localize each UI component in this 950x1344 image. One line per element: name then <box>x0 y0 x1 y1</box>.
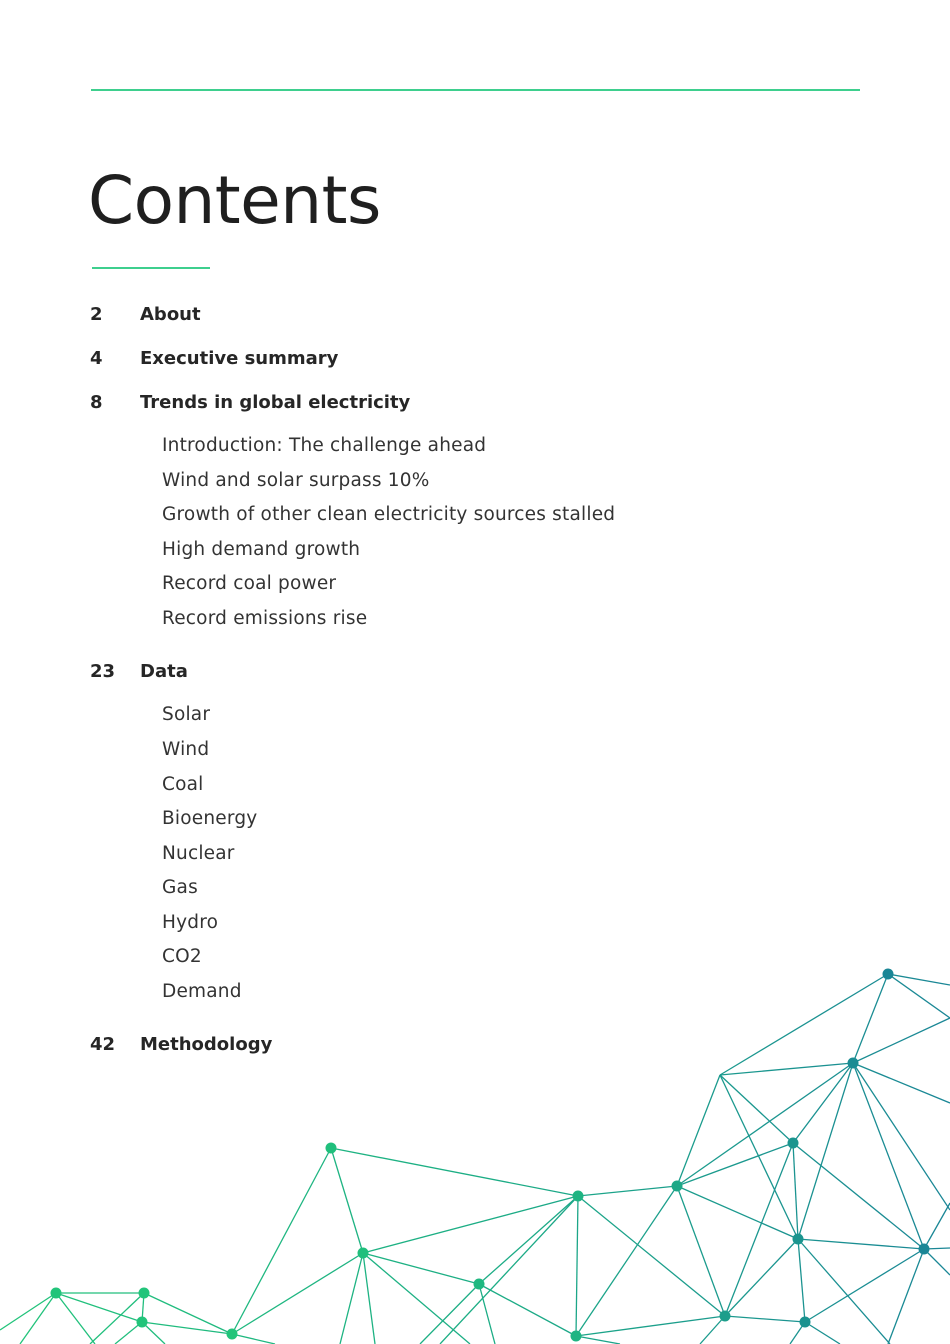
toc-entry-label: Trends in global electricity <box>140 391 411 413</box>
toc-entry-trends[interactable] <box>90 390 410 414</box>
page-title: Contents <box>88 162 381 239</box>
toc-subitem-nuclear[interactable]: Nuclear <box>162 842 235 864</box>
toc-entry-about[interactable] <box>90 302 201 326</box>
toc-subitem-wind[interactable]: Wind <box>162 738 210 760</box>
toc-subitem-other-clean[interactable]: Growth of other clean electricity sources stalled <box>162 503 616 525</box>
toc-page-number: 8 <box>90 391 103 413</box>
toc-entry-executive-summary[interactable] <box>90 346 338 370</box>
toc-subitem-coal-power[interactable]: Record coal power <box>162 572 337 594</box>
toc-subitem-wind-solar[interactable]: Wind and solar surpass 10% <box>162 469 430 491</box>
toc-subitem-introduction[interactable]: Introduction: The challenge ahead <box>162 434 487 456</box>
toc-entry-label: About <box>140 303 201 325</box>
toc-subitem-emissions[interactable]: Record emissions rise <box>162 607 368 629</box>
toc-subitem-demand[interactable]: Demand <box>162 980 242 1002</box>
toc-page-number: 2 <box>90 303 103 325</box>
toc-entry-label: Data <box>140 660 188 682</box>
toc-subitem-coal[interactable]: Coal <box>162 773 204 795</box>
toc-entry-data[interactable] <box>90 659 188 683</box>
toc-subitem-demand-growth[interactable]: High demand growth <box>162 538 361 560</box>
toc-subitem-co2[interactable]: CO2 <box>162 945 202 967</box>
toc-subitem-solar[interactable]: Solar <box>162 703 211 725</box>
toc-page-number: 4 <box>90 347 103 369</box>
toc-subitem-hydro[interactable]: Hydro <box>162 911 219 933</box>
toc-entry-label: Methodology <box>140 1033 273 1055</box>
toc-entry-label: Executive summary <box>140 347 339 369</box>
toc-subitem-gas[interactable]: Gas <box>162 876 198 898</box>
toc-page-number: 23 <box>90 660 116 682</box>
toc-page-number: 42 <box>90 1033 116 1055</box>
toc-entry-methodology[interactable] <box>90 1032 272 1056</box>
toc-subitem-bioenergy[interactable]: Bioenergy <box>162 807 258 829</box>
